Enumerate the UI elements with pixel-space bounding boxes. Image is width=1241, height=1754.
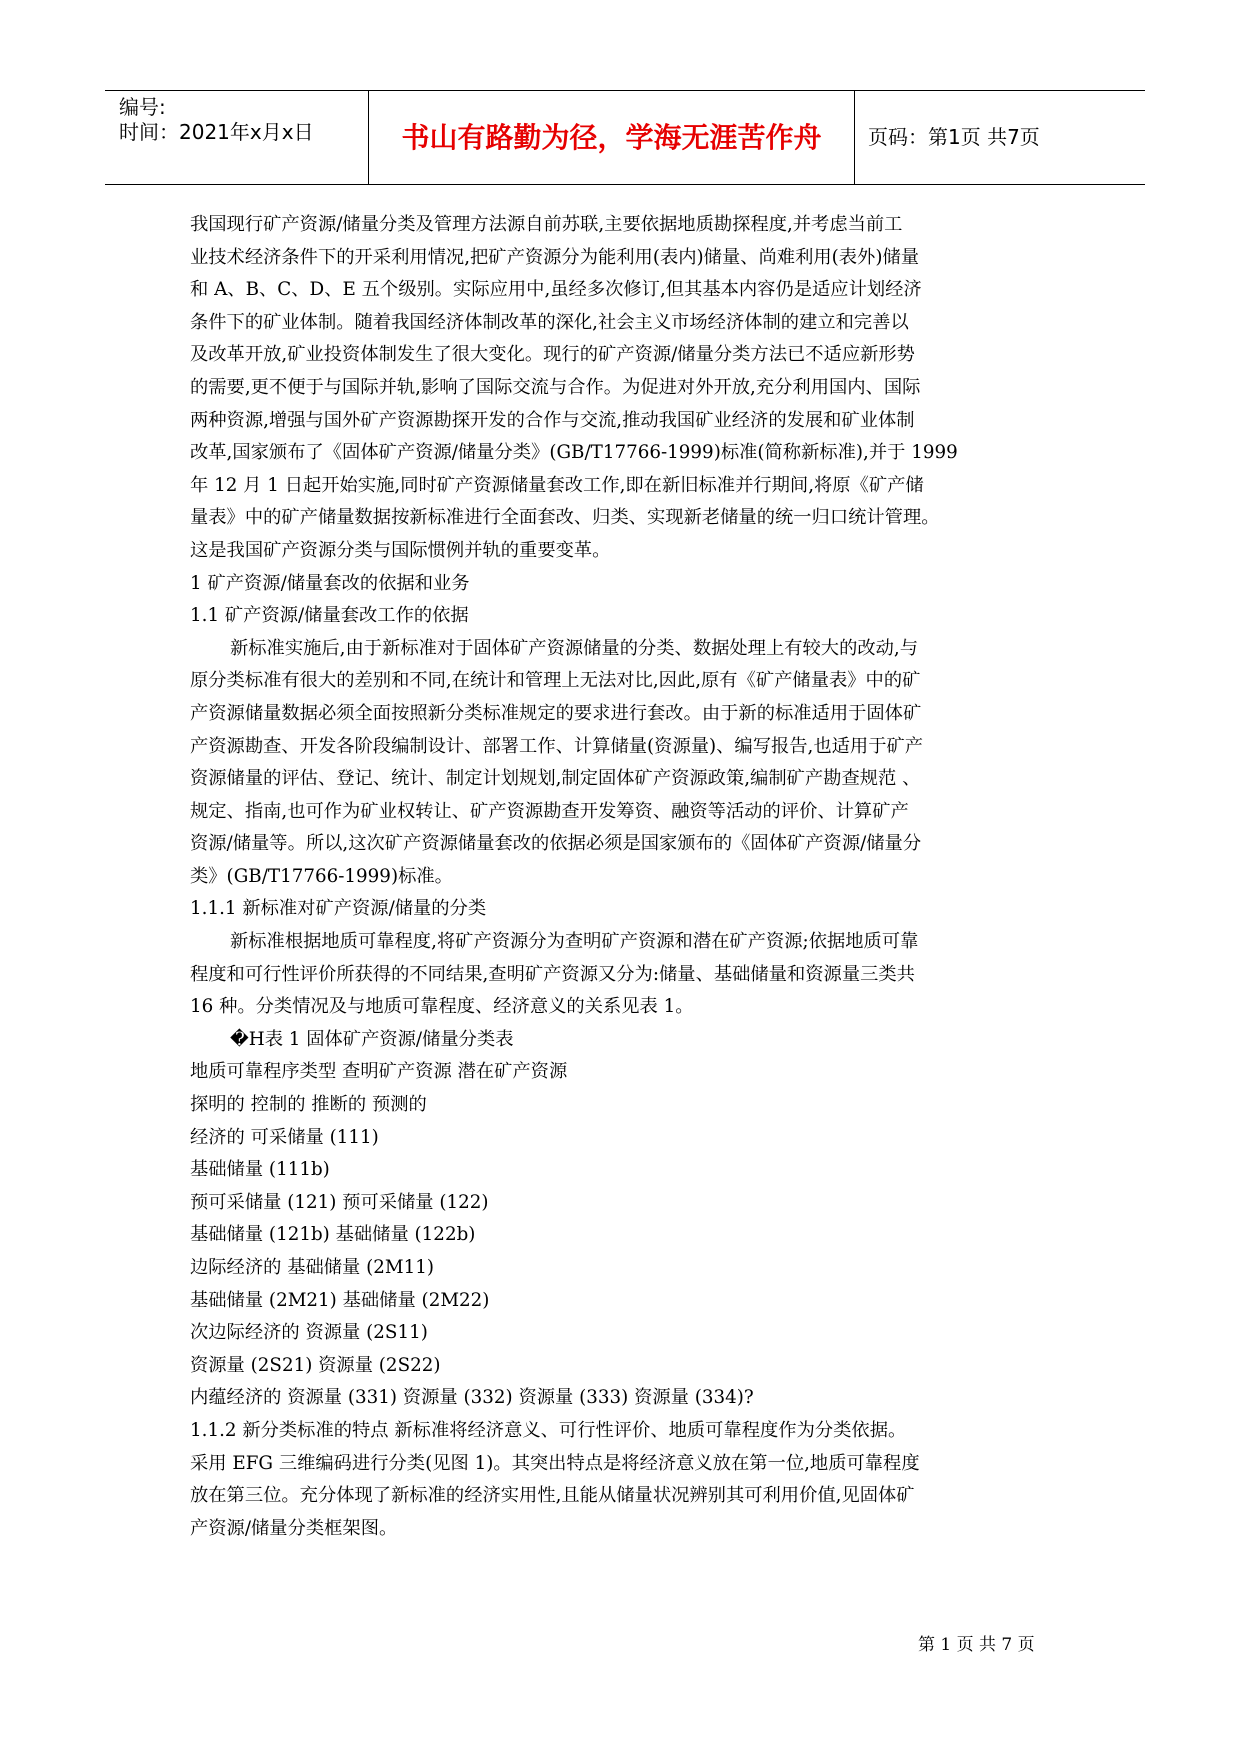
body-line: 16 种。分类情况及与地质可靠程度、经济意义的关系见表 1。 <box>190 996 694 1018</box>
table-line: 经济的 可采储量 (111) <box>190 1126 379 1148</box>
section-heading: 1 矿产资源/储量套改的依据和业务 <box>190 572 470 594</box>
subsection-heading: 1.1.1 新标准对矿产资源/储量的分类 <box>190 898 487 920</box>
body-line: 改革,国家颁布了《固体矿产资源/储量分类》(GB/T17766-1999)标准(简称新标准),并于 1999 <box>190 442 958 464</box>
table-line: 资源量 (2S21) 资源量 (2S22) <box>190 1354 441 1376</box>
document-body <box>190 209 1070 1545</box>
table-line: 内蕴经济的 资源量 (331) 资源量 (332) 资源量 (333) 资源量 (334)? <box>190 1387 754 1409</box>
table-line: 基础储量 (111b) <box>190 1159 330 1181</box>
table-line: 次边际经济的 资源量 (2S11) <box>190 1322 428 1344</box>
table-line: 基础储量 (2M21) 基础储量 (2M22) <box>190 1289 490 1311</box>
body-line: 资源/储量等。所以,这次矿产资源储量套改的依据必须是国家颁布的《固体矿产资源/储量分 <box>190 833 922 855</box>
header-info-cell <box>105 91 369 184</box>
table-caption: �H表 1 固体矿产资源/储量分类表 <box>230 1028 514 1050</box>
body-line: 程度和可行性评价所获得的不同结果,查明矿产资源又分为:储量、基础储量和资源量三类共 <box>190 963 915 985</box>
table-line: 预可采储量 (121) 预可采储量 (122) <box>190 1191 489 1213</box>
body-line: 产资源/储量分类框架图。 <box>190 1517 398 1539</box>
header-page-cell <box>856 91 1145 184</box>
body-line: 年 12 月 1 日起开始实施,同时矿产资源储量套改工作,即在新旧标准并行期间,将原《矿产储 <box>190 474 924 496</box>
subsection-heading: 1.1 矿产资源/储量套改工作的依据 <box>190 605 469 627</box>
body-line: 我国现行矿产资源/储量分类及管理方法源自前苏联,主要依据地质勘探程度,并考虑当前工 <box>190 214 903 235</box>
body-line: 条件下的矿业体制。随着我国经济体制改革的深化,社会主义市场经济体制的建立和完善以 <box>190 311 909 333</box>
body-line: 采用 EFG 三维编码进行分类(见图 1)。其突出特点是将经济意义放在第一位,地质可靠程度 <box>190 1452 920 1474</box>
page-header <box>105 90 1145 185</box>
header-page-info: 页码：第1页 共7页 <box>868 125 1040 149</box>
body-line: 和 A、B、C、D、E 五个级别。实际应用中,虽经多次修订,但其基本内容仍是适应计划经济 <box>190 279 922 301</box>
body-line: 新标准根据地质可靠程度,将矿产资源分为查明矿产资源和潜在矿产资源;依据地质可靠 <box>230 931 919 953</box>
body-line: 及改革开放,矿业投资体制发生了很大变化。现行的矿产资源/储量分类方法已不适应新形势 <box>190 344 915 366</box>
header-motto: 书山有路勤为径，学海无涯苦作舟 <box>401 121 822 154</box>
document-time-label: 时间：2021年x月x日 <box>119 120 314 144</box>
body-line: 新标准实施后,由于新标准对于固体矿产资源储量的分类、数据处理上有较大的改动,与 <box>230 637 919 659</box>
body-line: 这是我国矿产资源分类与国际惯例并轨的重要变革。 <box>190 539 611 561</box>
body-line: 的需要,更不便于与国际并轨,影响了国际交流与合作。为促进对外开放,充分利用国内、国际 <box>190 376 921 398</box>
header-motto-cell <box>369 91 855 184</box>
body-line: 1.1.2 新分类标准的特点 新标准将经济意义、可行性评价、地质可靠程度作为分类依据。 <box>190 1419 907 1441</box>
body-line: 放在第三位。充分体现了新标准的经济实用性,且能从储量状况辨别其可利用价值,见固体矿 <box>190 1485 915 1507</box>
body-line: 产资源勘查、开发各阶段编制设计、部署工作、计算储量(资源量)、编写报告,也适用于矿产 <box>190 735 924 757</box>
body-line: 两种资源,增强与国外矿产资源勘探开发的合作与交流,推动我国矿业经济的发展和矿业体制 <box>190 409 915 431</box>
table-line: 基础储量 (121b) 基础储量 (122b) <box>190 1224 476 1246</box>
body-line: 原分类标准有很大的差别和不同,在统计和管理上无法对比,因此,原有《矿产储量表》中的矿 <box>190 670 921 692</box>
body-line: 资源储量的评估、登记、统计、制定计划规划,制定固体矿产资源政策,编制矿产勘查规范 、 <box>190 768 921 790</box>
page-footer: 第 1 页 共 7 页 <box>918 1635 1035 1655</box>
body-line: 量表》中的矿产储量数据按新标准进行全面套改、归类、实现新老储量的统一归口统计管理。 <box>190 507 940 529</box>
body-line: 类》(GB/T17766-1999)标准。 <box>190 865 453 887</box>
body-line: 业技术经济条件下的开采利用情况,把矿产资源分为能利用(表内)储量、尚难利用(表外)储量 <box>190 246 920 268</box>
document-number-label: 编号: <box>119 95 166 119</box>
table-line: 探明的 控制的 推断的 预测的 <box>190 1094 427 1116</box>
table-line: 地质可靠程序类型 查明矿产资源 潜在矿产资源 <box>190 1061 568 1083</box>
body-line: 产资源储量数据必须全面按照新分类标准规定的要求进行套改。由于新的标准适用于固体矿 <box>190 702 922 724</box>
body-line: 规定、指南,也可作为矿业权转让、矿产资源勘查开发筹资、融资等活动的评价、计算矿产 <box>190 800 909 822</box>
table-line: 边际经济的 基础储量 (2M11) <box>190 1257 435 1278</box>
